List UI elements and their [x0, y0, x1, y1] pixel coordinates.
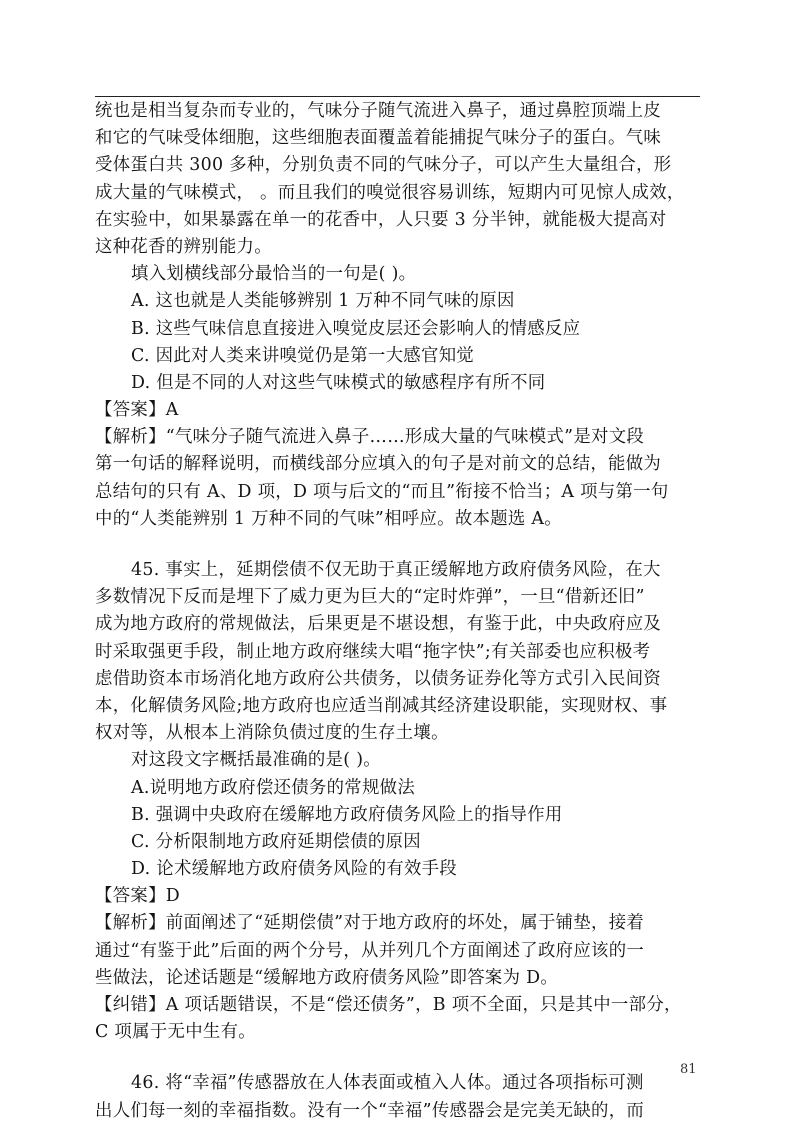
passage-line: 受体蛋白共 300 多种，分别负责不同的气味分子，可以产生大量组合，形 — [95, 155, 672, 176]
page-number: 81 — [680, 1062, 697, 1077]
correction-line: C 项属于无中生有。 — [95, 1022, 256, 1043]
analysis-line: 些做法，论述话题是“缓解地方政府债务风险”即答案为 D。 — [95, 967, 559, 988]
passage-line: 在实验中，如果暴露在单一的花香中，人只要 3 分半钟，就能极大提高对 — [95, 209, 667, 230]
answer: 【答案】A — [95, 400, 179, 421]
correction-line: 【纠错】A 项话题错误，不是“偿还债务”，B 项不全面，只是其中一部分， — [95, 995, 682, 1015]
analysis — [95, 910, 705, 992]
passage-line: 虑借助资本市场消化地方政府公共债务，以债务证券化等方式引入民间资 — [95, 668, 662, 689]
header-rule — [95, 96, 700, 97]
passage-line: 多数情况下反而是埋下了威力更为巨大的“定时炸弹”，一旦“借新还旧” — [95, 587, 645, 608]
option-c: C. 分析限制地方政府延期偿债的原因 — [131, 831, 422, 852]
passage-line: 成大量的气味模式， 。而且我们的嗅觉很容易训练，短期内可见惊人成效， — [95, 182, 685, 203]
option-d: D. 但是不同的人对这些气味模式的敏感程序有所不同 — [131, 372, 546, 393]
question-prompt: 填入划横线部分最恰当的一句是( )。 — [131, 264, 417, 285]
option-c: C. 因此对人类来讲嗅觉仍是第一大感官知觉 — [131, 345, 475, 366]
passage-line: 和它的气味受体细胞，这些细胞表面覆盖着能捕捉气味分子的蛋白。气味 — [95, 128, 662, 149]
analysis — [95, 424, 705, 533]
option-b: B. 强调中央政府在缓解地方政府债务风险上的指导作用 — [131, 804, 563, 825]
passage-45-text — [95, 557, 705, 747]
analysis-line: 【解析】“气味分子随气流进入鼻子……形成大量的气味模式”是对文段 — [95, 427, 645, 448]
passage-line: 时采取强更手段，制止地方政府继续大唱“拖字快”;有关部委也应积极考 — [95, 641, 651, 662]
passage-line: 出人们每一刻的幸福指数。没有一个“幸福”传感器会是完美无缺的，而 — [95, 1100, 645, 1121]
passage-line: 权对等，从根本上消除负债过度的生存土壤。 — [95, 723, 449, 744]
question-prompt: 对这段文字概括最准确的是( )。 — [131, 750, 381, 771]
correction — [95, 992, 705, 1046]
analysis-line: 总结句的只有 A、D 项，D 项与后文的“而且”衔接不恰当；A 项与第一句 — [95, 481, 669, 502]
analysis-line: 第一句话的解释说明，而横线部分应填入的句子是对前文的总结，能做为 — [95, 454, 662, 475]
option-d: D. 论术缓解地方政府债务风险的有效手段 — [131, 859, 458, 880]
option-b: B. 这些气味信息直接进入嗅觉皮层还会影响人的情感反应 — [131, 318, 581, 339]
option-a: A. 这也就是人类能够辨别 1 万种不同气味的原因 — [131, 291, 515, 312]
passage-line: 46. 将“幸福”传感器放在人体表面或植入人体。通过各项指标可测 — [131, 1073, 644, 1094]
passage-line: 统也是相当复杂而专业的，气味分子随气流进入鼻子，通过鼻腔顶端上皮 — [95, 101, 662, 121]
passage-line: 本，化解债务风险;地方政府也应适当削减其经济建设职能，实现财权、事 — [95, 695, 668, 716]
passage-line: 这种花香的辨别能力。 — [95, 236, 272, 257]
passage-46-text — [95, 1070, 705, 1124]
passage-44-text — [95, 98, 705, 261]
analysis-line: 【解析】前面阐述了“延期偿债”对于地方政府的坏处，属于铺垫，接着 — [95, 913, 645, 934]
passage-line: 成为地方政府的常规做法，后果更是不堪设想，有鉴于此，中央政府应及 — [95, 614, 662, 635]
passage-line: 45. 事实上，延期偿债不仅无助于真正缓解地方政府债务风险，在大 — [131, 560, 661, 580]
option-a: A.说明地方政府偿还债务的常规做法 — [131, 777, 416, 798]
answer: 【答案】D — [95, 886, 181, 907]
analysis-line: 中的“人类能辨别 1 万种不同的气味”相呼应。故本题选 A。 — [95, 508, 562, 529]
document-body — [95, 98, 705, 1125]
analysis-line: 通过“有鉴于此”后面的两个分号，从并列几个方面阐述了政府应该的一 — [95, 940, 645, 961]
